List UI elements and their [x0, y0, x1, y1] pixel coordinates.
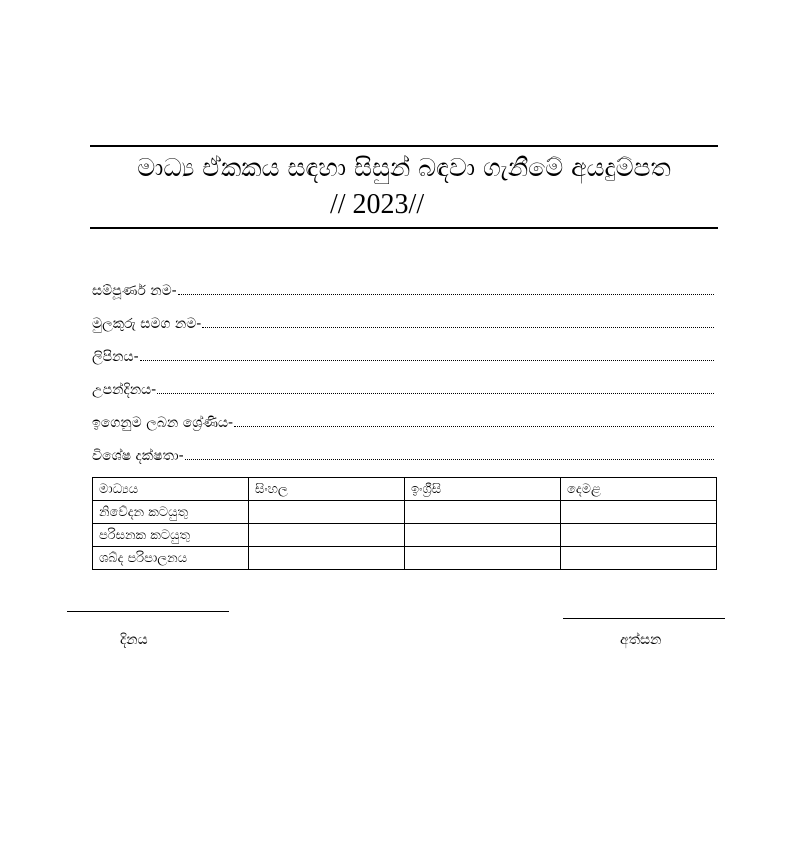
- name-with-initials-dotted-line[interactable]: [202, 326, 714, 328]
- cell-computer-sinhala[interactable]: [249, 524, 405, 547]
- table-row: [93, 524, 717, 547]
- full-name-dotted-line[interactable]: [178, 293, 714, 295]
- full-name-label: සම්පූර්ණ නම-: [92, 283, 177, 299]
- special-skills-dotted-line[interactable]: [185, 458, 714, 460]
- row-label-computer: පරිසනක කටයුතු: [93, 524, 249, 547]
- form-title-block: [90, 145, 718, 229]
- grade-dotted-line[interactable]: [234, 425, 714, 427]
- birthday-label: උපන්දිනය-: [92, 382, 157, 398]
- signature-line[interactable]: [563, 618, 725, 619]
- signature-label: අත්සන: [620, 632, 662, 648]
- full-name-field[interactable]: [92, 277, 714, 299]
- medium-table: [92, 477, 717, 570]
- cell-announcing-sinhala[interactable]: [249, 501, 405, 524]
- cell-computer-english[interactable]: [405, 524, 561, 547]
- name-with-initials-label: මුලකුරු සමග නම-: [92, 316, 202, 332]
- address-dotted-line[interactable]: [140, 359, 714, 361]
- table-row: [93, 501, 717, 524]
- header-english: ඉංග්‍රීසි: [405, 478, 561, 501]
- cell-announcing-tamil[interactable]: [561, 501, 717, 524]
- table-header-row: [93, 478, 717, 501]
- cell-sound-sinhala[interactable]: [249, 547, 405, 570]
- birthday-dotted-line[interactable]: [157, 392, 714, 394]
- grade-label: ඉගෙනුම ලබන ශ්‍රේණිය-: [92, 415, 234, 431]
- name-with-initials-field[interactable]: [92, 310, 714, 332]
- table-row: [93, 547, 717, 570]
- cell-sound-tamil[interactable]: [561, 547, 717, 570]
- cell-sound-english[interactable]: [405, 547, 561, 570]
- form-year: // 2023//: [330, 189, 425, 220]
- row-label-announcing: නිවේදන කටයුතු: [93, 501, 249, 524]
- address-field[interactable]: [92, 343, 714, 365]
- special-skills-label: විශේෂ දක්ෂතා-: [92, 448, 184, 464]
- cell-announcing-english[interactable]: [405, 501, 561, 524]
- birthday-field[interactable]: [92, 376, 714, 398]
- date-line[interactable]: [67, 611, 229, 612]
- special-skills-field[interactable]: [92, 442, 714, 464]
- cell-computer-tamil[interactable]: [561, 524, 717, 547]
- header-medium: මාධ්‍යය: [93, 478, 249, 501]
- row-label-sound: ශබ්ද පරිපාලනය: [93, 547, 249, 570]
- address-label: ලිපිනය-: [92, 349, 139, 365]
- grade-field[interactable]: [92, 409, 714, 431]
- header-sinhala: සිංහල: [249, 478, 405, 501]
- date-label: දිනය: [120, 632, 148, 648]
- form-title: මාධ්‍ය ඒකකය සඳහා සිසුන් බඳවා ගැනීමේ අයදුම්පත: [137, 153, 671, 182]
- header-tamil: දෙමළ: [561, 478, 717, 501]
